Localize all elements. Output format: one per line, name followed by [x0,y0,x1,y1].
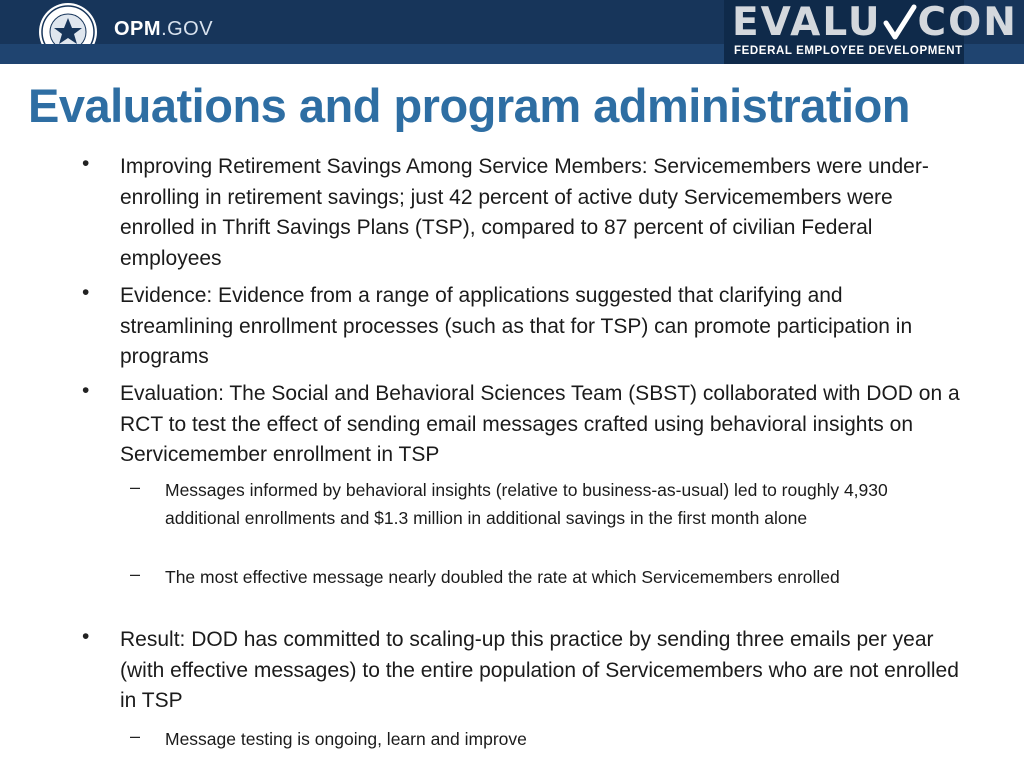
bullet-text: Evaluation: The Social and Behavioral Sciences Team (SBST) collaborated with DOD on a RCT to test the effect of sending email messages crafted using behavioral insights on Servicemember enrollment in TSP [120,382,960,466]
opm-logo-bold: OPM [114,18,162,40]
brand-word-right: CON [917,0,1018,45]
sub-bullet-text: Messages informed by behavioral insights (relative to business-as-usual) led to roughly 4,930 additional enrollments and $1.3 million in additional savings in the first month alone [165,480,888,528]
bullet-marker: • [82,281,90,304]
sub-bullet-text: The most effective message nearly doubled the rate at which Servicemembers enrolled [165,567,840,587]
brand-tagline: FEDERAL EMPLOYEE DEVELOPMENT [734,45,963,57]
bullet-text: Evidence: Evidence from a range of applications suggested that clarifying and streamlining enrollment processes (such as that for TSP) can promote participation in programs [120,284,913,368]
bullet-marker: • [82,625,90,648]
bullet-marker: • [82,152,90,175]
sub-bullet-marker: – [130,564,141,584]
sub-bullet-text: Message testing is ongoing, learn and improve [165,729,527,749]
bullet-marker: • [82,379,90,402]
sub-bullet-marker: – [130,477,141,497]
sub-bullet-marker: – [130,726,141,746]
brand-word-left: EVALU [732,0,882,45]
bullet-text: Improving Retirement Savings Among Service Members: Servicemembers were under-enrolling in retirement savings; just 42 percent of active duty Servicemembers were enrolled in Thrift Savings Plans (TSP), compared to 87 percent of civilian Federal employees [120,155,929,270]
opm-logo-domain: .GOV [161,18,214,40]
slide-title: Evaluations and program administration [28,79,910,132]
bullet-text: Result: DOD has committed to scaling-up this practice by sending three emails per year (with effective messages) to the entire population of Servicemembers who are not enrolled in TSP [120,628,959,712]
